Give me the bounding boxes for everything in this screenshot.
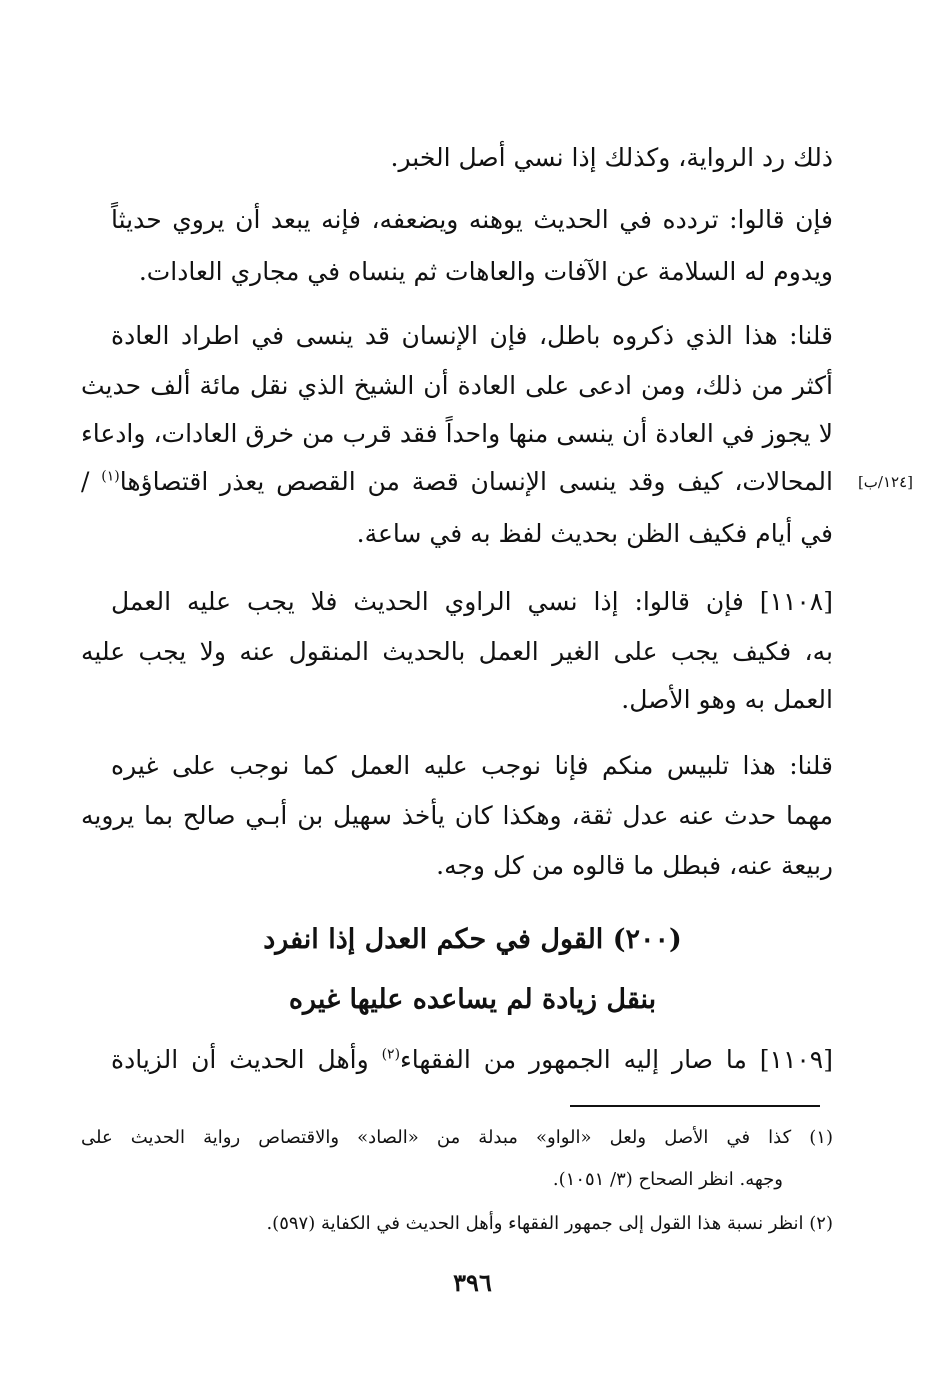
paragraph-number: [١١٠٨] xyxy=(759,587,833,616)
text: قلنا: هذا الذي ذكروه باطل، فإن الإنسان قد ينسى في اطراد العادة xyxy=(111,321,833,350)
footnote-1-line-1 xyxy=(81,1124,833,1152)
text: انظر نسبة هذا القول إلى جمهور الفقهاء وأهل الحديث في الكفاية (٥٩٧). xyxy=(266,1213,804,1234)
margin-folio-note: [١٢٤/ب] xyxy=(857,473,913,491)
paragraph-2-line-2 xyxy=(81,252,833,292)
paragraph-5-line-2 xyxy=(81,796,833,836)
text: لا يجوز في العادة أن ينسى منها واحداً فقد قرب من خرق العادات، وادعاء xyxy=(81,419,833,448)
section-title-continued: بنقل زيادة لم يساعده عليها غيره xyxy=(288,984,657,1015)
text: العمل به وهو الأصل. xyxy=(621,685,833,714)
text: وجهه. انظر الصحاح (٣/ ١٠٥١). xyxy=(552,1169,783,1190)
paragraph-3-line-2 xyxy=(81,366,833,406)
paragraph-number: [١١٠٩] xyxy=(759,1045,833,1074)
text: ويدوم له السلامة عن الآفات والعاهات ثم ينساه في مجاري العادات. xyxy=(138,257,833,286)
text: أكثر من ذلك، ومن ادعى على العادة أن الشيخ الذي نقل مائة ألف حديث xyxy=(81,371,833,400)
paragraph-5-line-3 xyxy=(81,846,833,886)
paragraph-3-line-1 xyxy=(111,316,833,356)
text: وأهل الحديث أن الزيادة xyxy=(111,1045,382,1074)
text: فإن قالوا: إذا نسي الراوي الحديث فلا يجب عليه العمل xyxy=(111,587,744,616)
paragraph-4-line-3 xyxy=(81,680,833,720)
paragraph-4-line-2 xyxy=(81,632,833,672)
footnote-2-line-1 xyxy=(81,1210,833,1238)
section-heading-line-1 xyxy=(0,918,945,962)
text: ربيعة عنه، فبطل ما قالوه من كل وجه. xyxy=(436,851,833,880)
paragraph-4-line-1 xyxy=(111,582,833,622)
footnote-ref-2: (٢) xyxy=(381,1046,401,1063)
text: مهما حدث عنه عدل ثقة، وهكذا كان يأخذ سهيل بن أبـي صالح بما يرويه xyxy=(81,801,833,830)
footnote-1-line-2 xyxy=(81,1166,783,1194)
text: كذا في الأصل ولعل «الواو» مبدلة من «الصاد» والاقتصاص رواية الحديث على xyxy=(81,1127,792,1148)
paragraph-3-line-3 xyxy=(81,414,833,454)
section-heading-line-2 xyxy=(0,978,945,1022)
text: المحالات، كيف وقد ينسى الإنسان قصة من القصص يعذر اقتصاؤها xyxy=(119,467,833,496)
footnote-divider xyxy=(570,1105,820,1107)
paragraph-5-line-1 xyxy=(111,746,833,786)
folio-slash: / xyxy=(81,467,102,496)
paragraph-2-line-1 xyxy=(111,200,833,240)
paragraph-3-line-5 xyxy=(81,514,833,554)
text: في أيام فكيف الظن بحديث لفظ به في ساعة. xyxy=(356,519,833,548)
footnote-marker: (٢) xyxy=(809,1213,833,1234)
paragraph-1-line-1 xyxy=(81,138,833,178)
section-number: (٢٠٠) xyxy=(612,924,682,955)
text: ذلك رد الرواية، وكذلك إذا نسي أصل الخبر. xyxy=(390,143,833,172)
paragraph-3-line-4 xyxy=(81,462,833,502)
text: فإن قالوا: تردده في الحديث يوهنه ويضعفه، فإنه يبعد أن يروي حديثاً xyxy=(111,205,833,234)
text: به، فكيف يجب على الغير العمل بالحديث المنقول عنه ولا يجب عليه xyxy=(81,637,833,666)
paragraph-6-line-1 xyxy=(111,1040,833,1080)
page-number: ٣٩٦ xyxy=(453,1268,492,1297)
section-title: القول في حكم العدل إذا انفرد xyxy=(263,924,604,955)
footnote-ref-1: (١) xyxy=(101,468,120,485)
text: ما صار إليه الجمهور من الفقهاء xyxy=(400,1045,747,1074)
footnote-marker: (١) xyxy=(809,1127,833,1148)
text: قلنا: هذا تلبيس منكم فإنا نوجب عليه العمل كما نوجب على غيره xyxy=(111,751,833,780)
